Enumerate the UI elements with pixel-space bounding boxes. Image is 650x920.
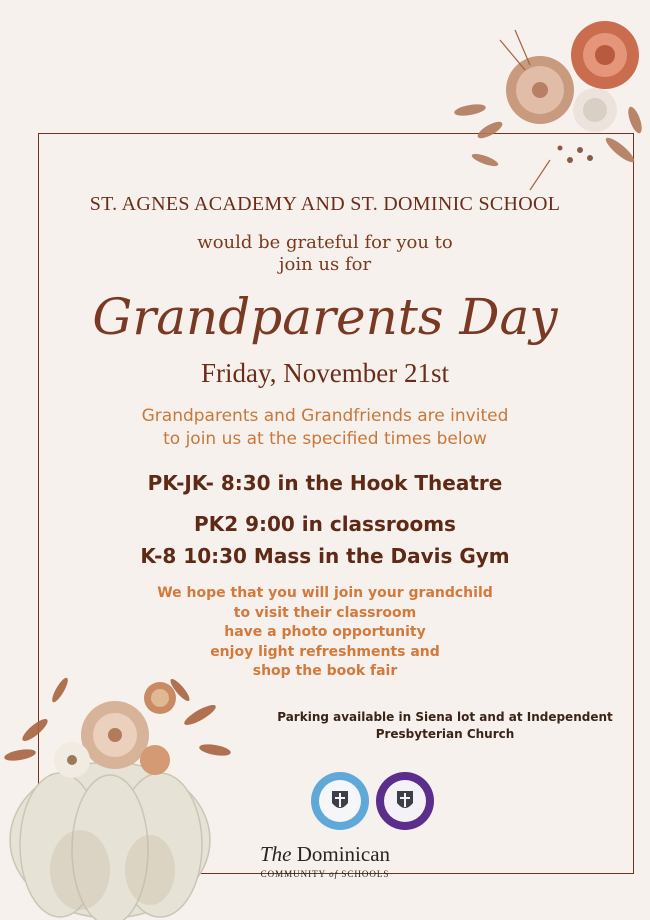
grateful-line-2: join us for (278, 254, 372, 275)
invitation-text (0, 405, 650, 451)
school-names-heading: ST. AGNES ACADEMY AND ST. DOMINIC SCHOOL (89, 193, 561, 215)
grateful-text (0, 232, 650, 276)
brand-the: The (259, 842, 292, 866)
schedule-item-k8: K-8 10:30 Mass in the Davis Gym (140, 544, 510, 568)
event-date: Friday, November 21st (201, 358, 449, 388)
grateful-line-1: would be grateful for you to (197, 232, 453, 253)
parking-info (250, 709, 640, 743)
activity-line: to visit their classroom (233, 604, 417, 621)
dominican-logo-subtitle (0, 869, 650, 879)
schedule-item-pk2: PK2 9:00 in classrooms (194, 512, 456, 536)
activities-list (0, 584, 650, 682)
invite-line-2: to join us at the specified times below (163, 429, 487, 449)
st-dominic-school-seal (375, 771, 435, 831)
parking-line-1: Parking available in Siena lot and at Independent (277, 710, 613, 724)
activity-line: We hope that you will join your grandchild (157, 585, 493, 601)
brand-sub-schools: SCHOOLS (341, 869, 390, 879)
floral-arrangement-top-right (430, 0, 650, 200)
st-agnes-academy-seal (310, 771, 370, 831)
activity-line: enjoy light refreshments and (210, 643, 440, 660)
pumpkin-floral-illustration (0, 660, 260, 920)
dominican-logo-wordmark (0, 842, 650, 867)
brand-sub-community: COMMUNITY (260, 869, 326, 879)
activity-line: have a photo opportunity (224, 624, 426, 640)
event-title: Grandparents Day (92, 288, 558, 346)
parking-line-2: Presbyterian Church (375, 727, 515, 741)
invite-line-1: Grandparents and Grandfriends are invited (141, 406, 509, 426)
activity-line: shop the book fair (252, 663, 398, 679)
brand-sub-of: of (329, 869, 339, 879)
schedule-item-pk-jk: PK-JK- 8:30 in the Hook Theatre (147, 471, 503, 495)
brand-name: Dominican (296, 842, 391, 866)
